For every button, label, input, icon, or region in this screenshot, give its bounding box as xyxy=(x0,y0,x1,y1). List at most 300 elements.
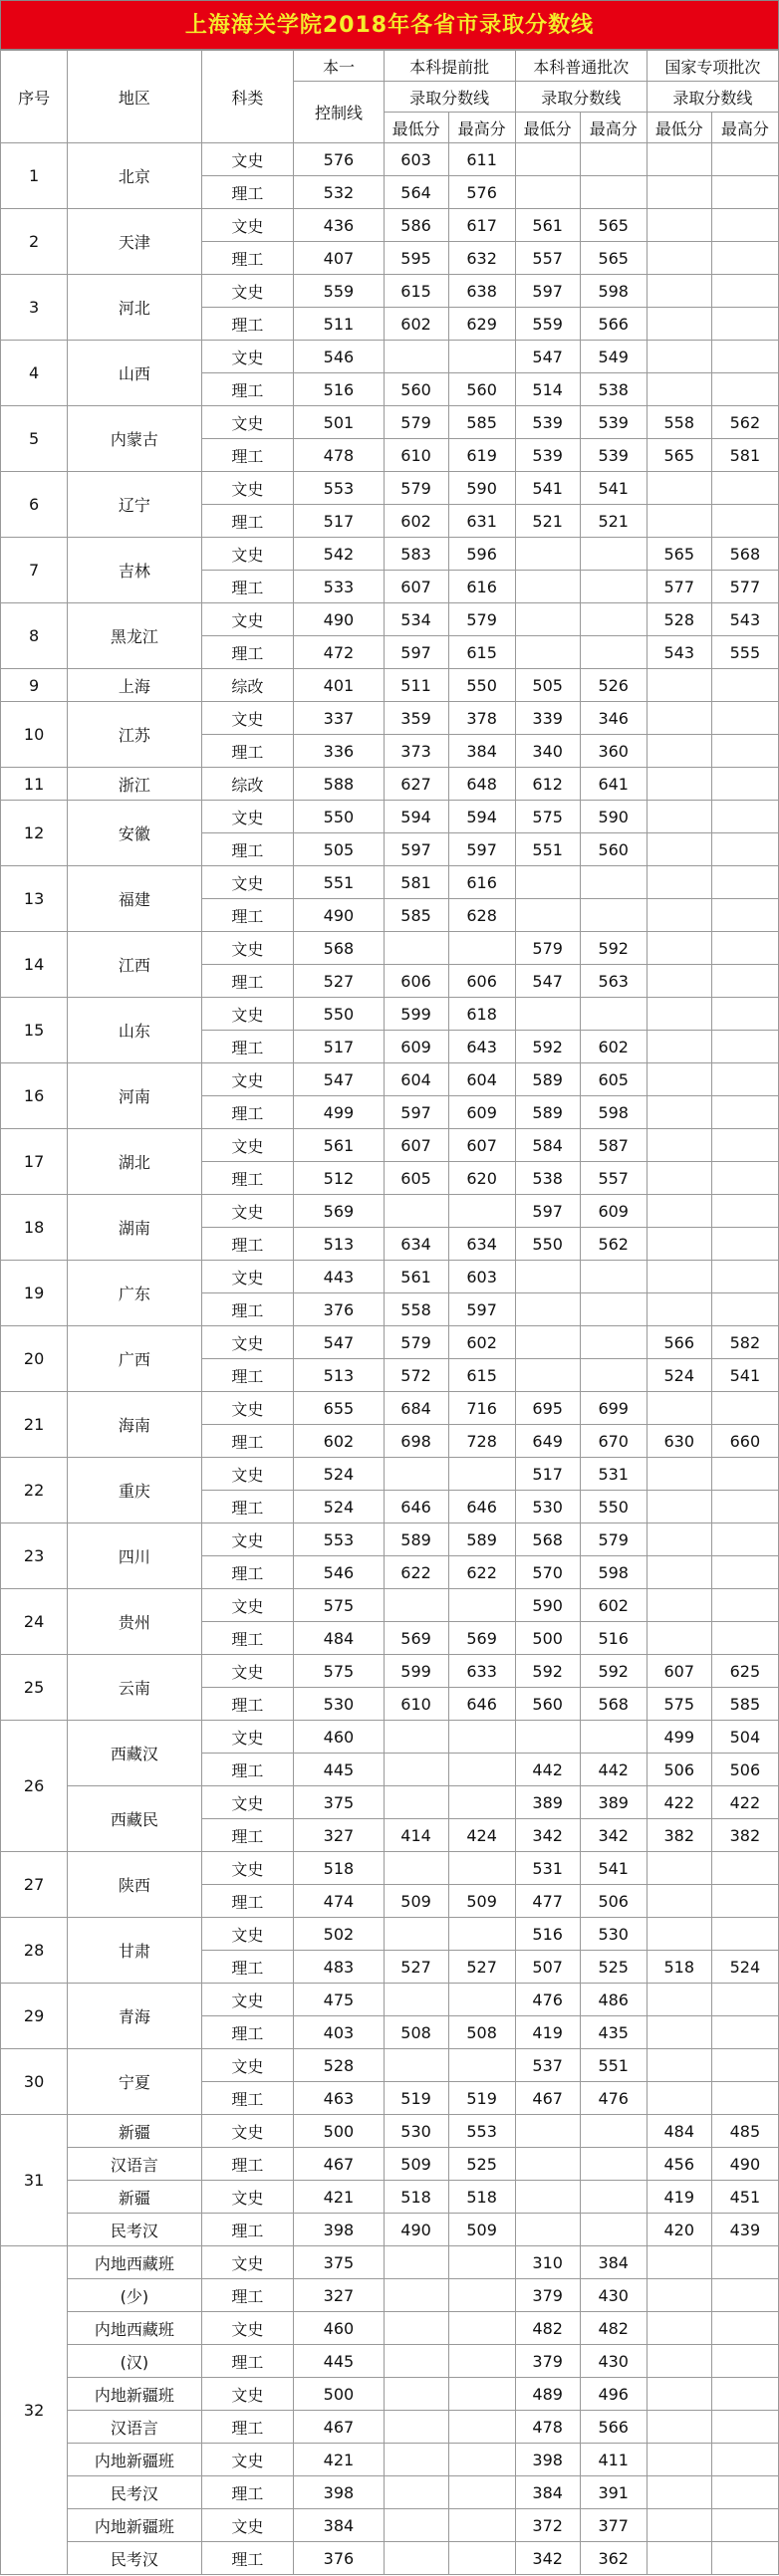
early-min-cell: 579 xyxy=(384,406,448,439)
special-max-cell xyxy=(711,1031,778,1063)
category-cell: 文史 xyxy=(201,603,294,636)
regular-min-cell: 476 xyxy=(515,1984,580,2016)
early-min-cell: 615 xyxy=(384,275,448,308)
category-cell: 理工 xyxy=(201,176,294,209)
early-min-cell: 558 xyxy=(384,1293,448,1326)
early-min-cell xyxy=(384,1786,448,1819)
early-max-cell: 609 xyxy=(448,1096,515,1129)
regular-max-cell: 482 xyxy=(580,2312,647,2345)
category-cell: 文史 xyxy=(201,1589,294,1622)
early-max-cell xyxy=(448,2542,515,2575)
early-min-cell: 585 xyxy=(384,899,448,932)
regular-max-cell: 391 xyxy=(580,2476,647,2509)
special-min-cell: 518 xyxy=(647,1951,711,1984)
regular-min-cell: 531 xyxy=(515,1852,580,1885)
regular-min-cell: 517 xyxy=(515,1458,580,1491)
control-cell: 551 xyxy=(294,866,384,899)
special-min-cell xyxy=(647,472,711,505)
regular-min-cell xyxy=(515,1293,580,1326)
early-max-cell: 628 xyxy=(448,899,515,932)
category-cell: 文史 xyxy=(201,2246,294,2279)
regular-max-cell xyxy=(580,636,647,669)
special-min-cell xyxy=(647,242,711,275)
region-cell: 海南 xyxy=(68,1392,201,1458)
table-row xyxy=(1,2411,779,2444)
control-cell: 547 xyxy=(294,1063,384,1096)
table-row xyxy=(1,406,779,439)
special-max-cell xyxy=(711,1096,778,1129)
category-cell: 文史 xyxy=(201,1063,294,1096)
category-cell: 文史 xyxy=(201,1721,294,1754)
early-min-cell: 581 xyxy=(384,866,448,899)
category-cell: 文史 xyxy=(201,2115,294,2148)
regular-min-cell: 379 xyxy=(515,2345,580,2378)
table-row xyxy=(1,2345,779,2378)
regular-max-cell: 476 xyxy=(580,2082,647,2115)
early-max-cell: 638 xyxy=(448,275,515,308)
early-max-cell: 603 xyxy=(448,1261,515,1293)
control-cell: 376 xyxy=(294,2542,384,2575)
early-max-cell: 553 xyxy=(448,2115,515,2148)
control-cell: 505 xyxy=(294,833,384,866)
region-cell: 湖南 xyxy=(68,1195,201,1261)
special-min-cell: 524 xyxy=(647,1359,711,1392)
regular-max-cell xyxy=(580,899,647,932)
regular-min-cell: 539 xyxy=(515,406,580,439)
category-cell: 综改 xyxy=(201,669,294,702)
early-max-cell xyxy=(448,2378,515,2411)
regular-min-cell: 467 xyxy=(515,2082,580,2115)
early-min-cell: 610 xyxy=(384,1688,448,1721)
control-cell: 513 xyxy=(294,1228,384,1261)
region-cell: 浙江 xyxy=(68,768,201,801)
seq-cell: 24 xyxy=(1,1589,68,1655)
category-cell: 理工 xyxy=(201,1359,294,1392)
early-max-cell: 589 xyxy=(448,1523,515,1556)
category-cell: 理工 xyxy=(201,1754,294,1786)
special-min-cell xyxy=(647,1885,711,1918)
regular-max-cell: 587 xyxy=(580,1129,647,1162)
control-cell: 517 xyxy=(294,505,384,538)
control-cell: 516 xyxy=(294,373,384,406)
early-min-cell xyxy=(384,1918,448,1951)
regular-max-cell xyxy=(580,1293,647,1326)
early-min-cell: 534 xyxy=(384,603,448,636)
special-min-cell xyxy=(647,275,711,308)
category-cell: 理工 xyxy=(201,1162,294,1195)
early-max-cell: 596 xyxy=(448,538,515,571)
special-max-cell xyxy=(711,1293,778,1326)
table-row xyxy=(1,538,779,571)
early-min-cell: 561 xyxy=(384,1261,448,1293)
regular-max-cell: 506 xyxy=(580,1885,647,1918)
seq-cell: 17 xyxy=(1,1129,68,1195)
regular-max-cell: 699 xyxy=(580,1392,647,1425)
table-row xyxy=(1,603,779,636)
control-cell: 474 xyxy=(294,1885,384,1918)
table-row xyxy=(1,1261,779,1293)
region-cell: 新疆 xyxy=(68,2181,201,2214)
early-min-cell: 609 xyxy=(384,1031,448,1063)
early-max-cell: 597 xyxy=(448,833,515,866)
control-cell: 475 xyxy=(294,1984,384,2016)
special-min-cell xyxy=(647,341,711,373)
regular-max-cell: 525 xyxy=(580,1951,647,1984)
seq-cell: 9 xyxy=(1,669,68,702)
seq-cell: 5 xyxy=(1,406,68,472)
table-row xyxy=(1,1195,779,1228)
early-max-cell: 527 xyxy=(448,1951,515,1984)
early-max-cell: 569 xyxy=(448,1622,515,1655)
category-cell: 理工 xyxy=(201,1688,294,1721)
special-min-cell xyxy=(647,2082,711,2115)
early-max-cell: 576 xyxy=(448,176,515,209)
category-cell: 理工 xyxy=(201,1885,294,1918)
table-row xyxy=(1,932,779,965)
table-row xyxy=(1,2476,779,2509)
special-max-cell xyxy=(711,1261,778,1293)
control-cell: 553 xyxy=(294,472,384,505)
regular-min-cell: 538 xyxy=(515,1162,580,1195)
seq-cell: 8 xyxy=(1,603,68,669)
early-min-cell: 373 xyxy=(384,735,448,768)
control-cell: 559 xyxy=(294,275,384,308)
early-max-cell: 560 xyxy=(448,373,515,406)
special-min-cell xyxy=(647,1261,711,1293)
special-min-cell xyxy=(647,2312,711,2345)
seq-cell: 2 xyxy=(1,209,68,275)
category-cell: 文史 xyxy=(201,406,294,439)
seq-cell: 12 xyxy=(1,801,68,866)
category-cell: 理工 xyxy=(201,1951,294,1984)
early-max-cell: 607 xyxy=(448,1129,515,1162)
regular-max-cell: 526 xyxy=(580,669,647,702)
regular-min-cell xyxy=(515,603,580,636)
early-max-cell: 597 xyxy=(448,1293,515,1326)
header-seq: 序号 xyxy=(1,51,68,143)
regular-min-cell: 612 xyxy=(515,768,580,801)
category-cell: 文史 xyxy=(201,2181,294,2214)
special-max-cell: 555 xyxy=(711,636,778,669)
control-cell: 553 xyxy=(294,1523,384,1556)
early-max-cell: 633 xyxy=(448,1655,515,1688)
special-min-cell: 419 xyxy=(647,2181,711,2214)
regular-min-cell: 342 xyxy=(515,2542,580,2575)
regular-max-cell: 538 xyxy=(580,373,647,406)
control-cell: 376 xyxy=(294,1293,384,1326)
control-cell: 472 xyxy=(294,636,384,669)
control-cell: 375 xyxy=(294,1786,384,1819)
special-min-cell xyxy=(647,176,711,209)
control-cell: 511 xyxy=(294,308,384,341)
region-cell: 民考汉 xyxy=(68,2542,201,2575)
regular-min-cell: 507 xyxy=(515,1951,580,1984)
early-min-cell: 610 xyxy=(384,439,448,472)
early-max-cell xyxy=(448,2049,515,2082)
control-cell: 436 xyxy=(294,209,384,242)
header-early-mid: 录取分数线 xyxy=(384,82,515,113)
early-min-cell xyxy=(384,932,448,965)
category-cell: 理工 xyxy=(201,373,294,406)
special-max-cell xyxy=(711,735,778,768)
header-special-min: 最低分 xyxy=(647,113,711,143)
table-row xyxy=(1,768,779,801)
seq-cell: 1 xyxy=(1,143,68,209)
region-cell: 新疆 xyxy=(68,2115,201,2148)
control-cell: 478 xyxy=(294,439,384,472)
category-cell: 理工 xyxy=(201,1031,294,1063)
table-body xyxy=(1,143,779,2575)
regular-max-cell: 602 xyxy=(580,1031,647,1063)
early-max-cell xyxy=(448,1721,515,1754)
region-cell: 内蒙古 xyxy=(68,406,201,472)
regular-min-cell: 482 xyxy=(515,2312,580,2345)
special-min-cell xyxy=(647,1096,711,1129)
regular-max-cell: 539 xyxy=(580,439,647,472)
region-cell: 河北 xyxy=(68,275,201,341)
regular-min-cell: 541 xyxy=(515,472,580,505)
special-min-cell xyxy=(647,1491,711,1523)
special-max-cell xyxy=(711,2345,778,2378)
early-min-cell: 586 xyxy=(384,209,448,242)
special-min-cell xyxy=(647,866,711,899)
special-max-cell xyxy=(711,998,778,1031)
special-max-cell xyxy=(711,1885,778,1918)
regular-max-cell xyxy=(580,2148,647,2181)
regular-max-cell: 384 xyxy=(580,2246,647,2279)
special-max-cell: 562 xyxy=(711,406,778,439)
special-min-cell xyxy=(647,702,711,735)
regular-max-cell: 592 xyxy=(580,932,647,965)
early-max-cell xyxy=(448,2411,515,2444)
regular-max-cell: 516 xyxy=(580,1622,647,1655)
regular-min-cell: 589 xyxy=(515,1063,580,1096)
region-cell: 西藏汉 xyxy=(68,1721,201,1786)
control-cell: 403 xyxy=(294,2016,384,2049)
early-min-cell: 527 xyxy=(384,1951,448,1984)
early-max-cell: 646 xyxy=(448,1688,515,1721)
special-max-cell xyxy=(711,2082,778,2115)
early-min-cell: 602 xyxy=(384,308,448,341)
special-min-cell xyxy=(647,2444,711,2476)
early-min-cell xyxy=(384,2509,448,2542)
early-max-cell: 606 xyxy=(448,965,515,998)
control-cell: 569 xyxy=(294,1195,384,1228)
special-max-cell: 439 xyxy=(711,2214,778,2246)
region-cell: 陕西 xyxy=(68,1852,201,1918)
special-max-cell xyxy=(711,2444,778,2476)
region-cell: 辽宁 xyxy=(68,472,201,538)
regular-min-cell: 310 xyxy=(515,2246,580,2279)
special-min-cell xyxy=(647,1622,711,1655)
control-cell: 533 xyxy=(294,571,384,603)
regular-min-cell: 584 xyxy=(515,1129,580,1162)
regular-max-cell: 566 xyxy=(580,308,647,341)
table-row xyxy=(1,1063,779,1096)
seq-cell: 20 xyxy=(1,1326,68,1392)
special-max-cell xyxy=(711,801,778,833)
table-row xyxy=(1,1392,779,1425)
special-max-cell: 541 xyxy=(711,1359,778,1392)
control-cell: 467 xyxy=(294,2411,384,2444)
early-min-cell: 508 xyxy=(384,2016,448,2049)
special-max-cell: 485 xyxy=(711,2115,778,2148)
early-min-cell xyxy=(384,2312,448,2345)
special-max-cell xyxy=(711,373,778,406)
seq-cell: 28 xyxy=(1,1918,68,1984)
regular-max-cell: 389 xyxy=(580,1786,647,1819)
table-row xyxy=(1,209,779,242)
table-row xyxy=(1,702,779,735)
region-cell: 内地新疆班 xyxy=(68,2509,201,2542)
region-cell: 安徽 xyxy=(68,801,201,866)
category-cell: 理工 xyxy=(201,571,294,603)
table-row xyxy=(1,1852,779,1885)
regular-max-cell: 530 xyxy=(580,1918,647,1951)
region-cell: 西藏民 xyxy=(68,1786,201,1852)
regular-min-cell: 575 xyxy=(515,801,580,833)
control-cell: 327 xyxy=(294,1819,384,1852)
special-max-cell xyxy=(711,1162,778,1195)
control-cell: 542 xyxy=(294,538,384,571)
special-min-cell: 565 xyxy=(647,439,711,472)
early-min-cell xyxy=(384,1589,448,1622)
control-cell: 546 xyxy=(294,1556,384,1589)
special-max-cell: 582 xyxy=(711,1326,778,1359)
region-cell: 民考汉 xyxy=(68,2476,201,2509)
control-cell: 336 xyxy=(294,735,384,768)
early-max-cell xyxy=(448,2345,515,2378)
category-cell: 理工 xyxy=(201,439,294,472)
region-cell: 山西 xyxy=(68,341,201,406)
seq-cell: 11 xyxy=(1,768,68,801)
category-cell: 文史 xyxy=(201,1918,294,1951)
seq-cell: 30 xyxy=(1,2049,68,2115)
regular-min-cell: 551 xyxy=(515,833,580,866)
special-min-cell xyxy=(647,1063,711,1096)
early-max-cell: 585 xyxy=(448,406,515,439)
table-row xyxy=(1,866,779,899)
special-min-cell xyxy=(647,2542,711,2575)
seq-cell: 10 xyxy=(1,702,68,768)
special-max-cell xyxy=(711,2049,778,2082)
control-cell: 517 xyxy=(294,1031,384,1063)
regular-min-cell: 568 xyxy=(515,1523,580,1556)
regular-max-cell: 411 xyxy=(580,2444,647,2476)
seq-cell: 7 xyxy=(1,538,68,603)
region-cell: 北京 xyxy=(68,143,201,209)
regular-max-cell: 605 xyxy=(580,1063,647,1096)
control-cell: 384 xyxy=(294,2509,384,2542)
early-max-cell xyxy=(448,932,515,965)
special-min-cell: 422 xyxy=(647,1786,711,1819)
regular-max-cell: 362 xyxy=(580,2542,647,2575)
early-max-cell: 716 xyxy=(448,1392,515,1425)
early-max-cell: 615 xyxy=(448,1359,515,1392)
table-row xyxy=(1,1721,779,1754)
early-min-cell: 518 xyxy=(384,2181,448,2214)
regular-max-cell: 565 xyxy=(580,209,647,242)
region-cell: 河南 xyxy=(68,1063,201,1129)
control-cell: 460 xyxy=(294,2312,384,2345)
region-cell: 民考汉 xyxy=(68,2214,201,2246)
early-max-cell: 629 xyxy=(448,308,515,341)
category-cell: 理工 xyxy=(201,965,294,998)
special-min-cell xyxy=(647,2049,711,2082)
special-min-cell xyxy=(647,1228,711,1261)
early-min-cell: 597 xyxy=(384,833,448,866)
regular-min-cell: 547 xyxy=(515,965,580,998)
regular-max-cell xyxy=(580,2115,647,2148)
regular-min-cell xyxy=(515,1326,580,1359)
regular-min-cell: 592 xyxy=(515,1031,580,1063)
early-max-cell: 615 xyxy=(448,636,515,669)
special-min-cell xyxy=(647,1984,711,2016)
regular-max-cell: 670 xyxy=(580,1425,647,1458)
table-row xyxy=(1,2246,779,2279)
regular-min-cell xyxy=(515,2115,580,2148)
special-min-cell xyxy=(647,2509,711,2542)
early-min-cell: 607 xyxy=(384,571,448,603)
category-cell: 文史 xyxy=(201,143,294,176)
regular-max-cell: 598 xyxy=(580,1096,647,1129)
category-cell: 理工 xyxy=(201,2411,294,2444)
category-cell: 文史 xyxy=(201,801,294,833)
regular-min-cell: 505 xyxy=(515,669,580,702)
early-min-cell: 604 xyxy=(384,1063,448,1096)
special-max-cell xyxy=(711,209,778,242)
category-cell: 理工 xyxy=(201,2279,294,2312)
special-max-cell xyxy=(711,1918,778,1951)
early-min-cell: 599 xyxy=(384,1655,448,1688)
category-cell: 理工 xyxy=(201,735,294,768)
early-min-cell: 572 xyxy=(384,1359,448,1392)
regular-max-cell: 430 xyxy=(580,2279,647,2312)
table-row xyxy=(1,2214,779,2246)
special-min-cell xyxy=(647,768,711,801)
control-cell: 576 xyxy=(294,143,384,176)
special-max-cell xyxy=(711,932,778,965)
regular-min-cell xyxy=(515,636,580,669)
category-cell: 理工 xyxy=(201,308,294,341)
regular-min-cell: 589 xyxy=(515,1096,580,1129)
regular-max-cell: 598 xyxy=(580,275,647,308)
category-cell: 理工 xyxy=(201,242,294,275)
region-cell: 黑龙江 xyxy=(68,603,201,669)
header-regular-top: 本科普通批次 xyxy=(515,51,647,82)
control-cell: 407 xyxy=(294,242,384,275)
regular-max-cell: 592 xyxy=(580,1655,647,1688)
category-cell: 文史 xyxy=(201,1261,294,1293)
early-max-cell: 518 xyxy=(448,2181,515,2214)
early-min-cell xyxy=(384,1458,448,1491)
regular-max-cell: 557 xyxy=(580,1162,647,1195)
special-max-cell: 581 xyxy=(711,439,778,472)
early-min-cell: 595 xyxy=(384,242,448,275)
early-max-cell: 646 xyxy=(448,1491,515,1523)
seq-cell: 21 xyxy=(1,1392,68,1458)
category-cell: 文史 xyxy=(201,275,294,308)
regular-min-cell: 537 xyxy=(515,2049,580,2082)
special-max-cell xyxy=(711,2411,778,2444)
special-min-cell xyxy=(647,998,711,1031)
regular-min-cell: 516 xyxy=(515,1918,580,1951)
regular-max-cell: 486 xyxy=(580,1984,647,2016)
regular-min-cell: 477 xyxy=(515,1885,580,1918)
early-max-cell: 634 xyxy=(448,1228,515,1261)
early-max-cell: 519 xyxy=(448,2082,515,2115)
category-cell: 文史 xyxy=(201,702,294,735)
